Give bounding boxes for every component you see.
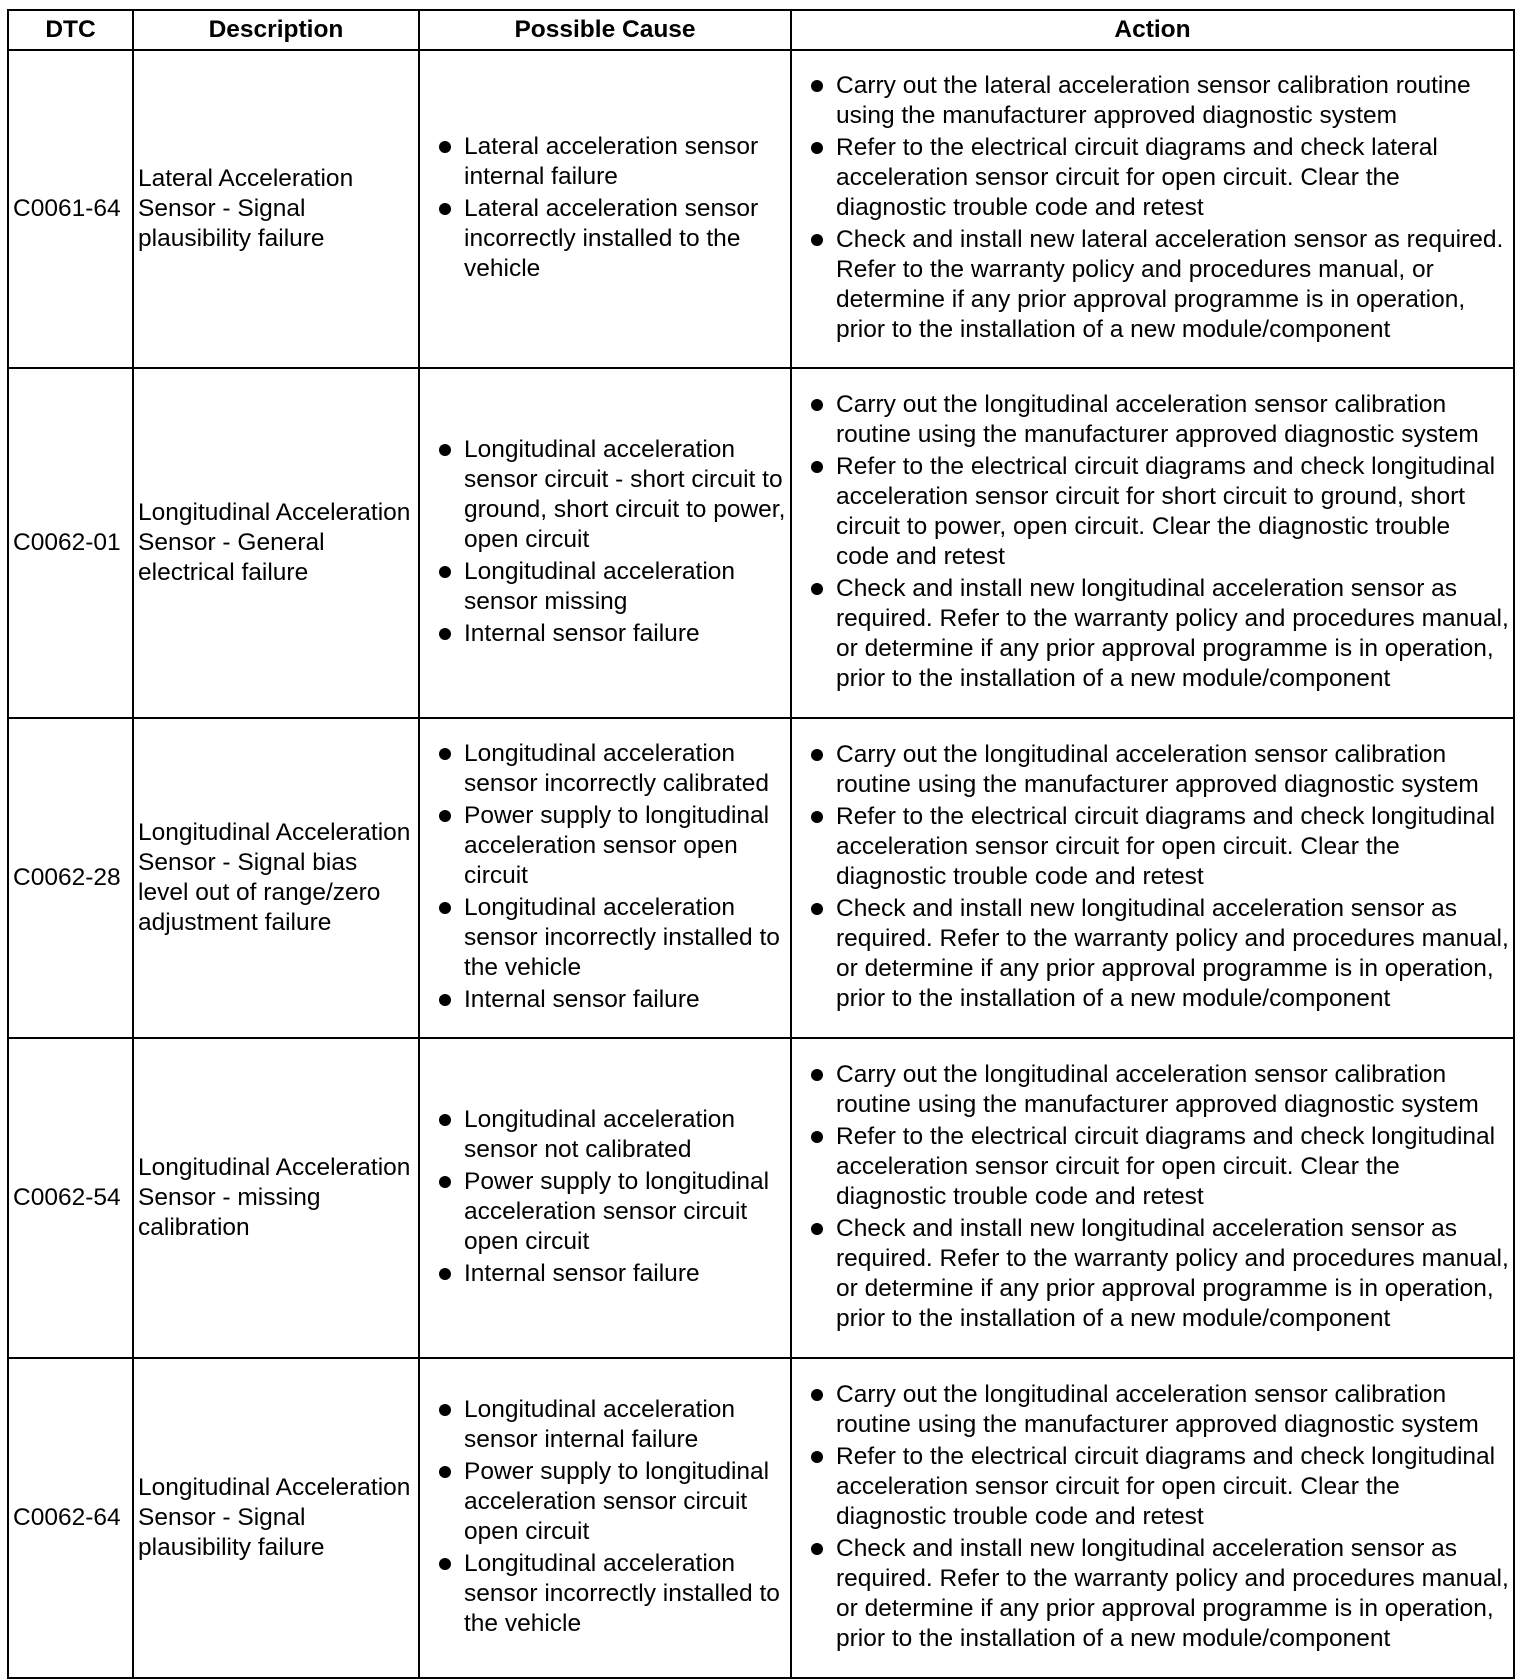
cause-list <box>424 132 786 284</box>
header-dtc: DTC <box>8 10 133 50</box>
header-row <box>8 10 1514 50</box>
action-item: Refer to the electrical circuit diagrams and check lateral acceleration sensor circuit for open circuit. Clear the diagnostic trouble code and retest <box>796 133 1509 223</box>
action-item: Carry out the longitudinal acceleration sensor calibration routine using the manufacturer approved diagnostic system <box>796 390 1509 450</box>
cause-list <box>424 1105 786 1289</box>
cause-item: Longitudinal acceleration sensor incorrectly calibrated <box>424 739 786 799</box>
cause-item: Power supply to longitudinal acceleration sensor circuit open circuit <box>424 1457 786 1547</box>
action-item: Refer to the electrical circuit diagrams and check longitudinal acceleration sensor circuit for open circuit. Clear the diagnostic trouble code and retest <box>796 1122 1509 1212</box>
action-item: Carry out the longitudinal acceleration sensor calibration routine using the manufacturer approved diagnostic system <box>796 1060 1509 1120</box>
dtc-code: C0062-54 <box>8 1038 133 1358</box>
dtc-code: C0061-64 <box>8 50 133 368</box>
possible-cause-cell <box>419 50 791 368</box>
dtc-description: Longitudinal Acceleration Sensor - Signal bias level out of range/zero adjustment failure <box>133 718 419 1038</box>
table-row <box>8 1358 1514 1678</box>
dtc-description: Lateral Acceleration Sensor - Signal plausibility failure <box>133 50 419 368</box>
table-row <box>8 1038 1514 1358</box>
dtc-code: C0062-28 <box>8 718 133 1038</box>
cause-item: Longitudinal acceleration sensor internal failure <box>424 1395 786 1455</box>
action-cell <box>791 718 1514 1038</box>
cause-item: Longitudinal acceleration sensor incorrectly installed to the vehicle <box>424 1549 786 1639</box>
cause-item: Longitudinal acceleration sensor circuit - short circuit to ground, short circuit to power, open circuit <box>424 435 786 555</box>
action-cell <box>791 368 1514 718</box>
table-row <box>8 718 1514 1038</box>
dtc-table <box>7 9 1515 1679</box>
action-item: Carry out the longitudinal acceleration sensor calibration routine using the manufacturer approved diagnostic system <box>796 740 1509 800</box>
possible-cause-cell <box>419 368 791 718</box>
action-cell <box>791 1358 1514 1678</box>
possible-cause-cell <box>419 1358 791 1678</box>
action-item: Refer to the electrical circuit diagrams and check longitudinal acceleration sensor circuit for short circuit to ground, short circuit to power, open circuit. Clear the diagnostic trouble code and retest <box>796 452 1509 572</box>
action-list <box>796 390 1509 694</box>
cause-item: Lateral acceleration sensor incorrectly installed to the vehicle <box>424 194 786 284</box>
dtc-description: Longitudinal Acceleration Sensor - missing calibration <box>133 1038 419 1358</box>
action-cell <box>791 50 1514 368</box>
action-cell <box>791 1038 1514 1358</box>
header-possible-cause: Possible Cause <box>419 10 791 50</box>
action-list <box>796 740 1509 1014</box>
action-item: Refer to the electrical circuit diagrams and check longitudinal acceleration sensor circuit for open circuit. Clear the diagnostic trouble code and retest <box>796 802 1509 892</box>
action-item: Check and install new longitudinal acceleration sensor as required. Refer to the warranty policy and procedures manual, or determine if any prior approval programme is in operation, prior to the installation of a new module/component <box>796 894 1509 1014</box>
action-item: Check and install new lateral acceleration sensor as required. Refer to the warranty policy and procedures manual, or determine if any prior approval programme is in operation, prior to the installation of a new module/component <box>796 225 1509 345</box>
action-item: Refer to the electrical circuit diagrams and check longitudinal acceleration sensor circuit for open circuit. Clear the diagnostic trouble code and retest <box>796 1442 1509 1532</box>
dtc-description: Longitudinal Acceleration Sensor - General electrical failure <box>133 368 419 718</box>
cause-item: Internal sensor failure <box>424 619 786 649</box>
table-row <box>8 368 1514 718</box>
possible-cause-cell <box>419 718 791 1038</box>
action-item: Carry out the longitudinal acceleration sensor calibration routine using the manufacturer approved diagnostic system <box>796 1380 1509 1440</box>
cause-item: Longitudinal acceleration sensor incorrectly installed to the vehicle <box>424 893 786 983</box>
cause-item: Longitudinal acceleration sensor missing <box>424 557 786 617</box>
cause-list <box>424 1395 786 1639</box>
cause-list <box>424 435 786 649</box>
action-list <box>796 1060 1509 1334</box>
action-item: Check and install new longitudinal acceleration sensor as required. Refer to the warranty policy and procedures manual, or determine if any prior approval programme is in operation, prior to the installation of a new module/component <box>796 1534 1509 1654</box>
action-item: Carry out the lateral acceleration sensor calibration routine using the manufacturer approved diagnostic system <box>796 71 1509 131</box>
action-list <box>796 1380 1509 1654</box>
dtc-description: Longitudinal Acceleration Sensor - Signal plausibility failure <box>133 1358 419 1678</box>
cause-item: Longitudinal acceleration sensor not calibrated <box>424 1105 786 1165</box>
cause-item: Internal sensor failure <box>424 1259 786 1289</box>
header-description: Description <box>133 10 419 50</box>
action-list <box>796 71 1509 345</box>
cause-item: Power supply to longitudinal acceleration sensor open circuit <box>424 801 786 891</box>
action-item: Check and install new longitudinal acceleration sensor as required. Refer to the warranty policy and procedures manual, or determine if any prior approval programme is in operation, prior to the installation of a new module/component <box>796 1214 1509 1334</box>
dtc-code: C0062-01 <box>8 368 133 718</box>
dtc-code: C0062-64 <box>8 1358 133 1678</box>
header-action: Action <box>791 10 1514 50</box>
cause-item: Lateral acceleration sensor internal failure <box>424 132 786 192</box>
cause-item: Power supply to longitudinal acceleration sensor circuit open circuit <box>424 1167 786 1257</box>
table-row <box>8 50 1514 368</box>
cause-item: Internal sensor failure <box>424 985 786 1015</box>
possible-cause-cell <box>419 1038 791 1358</box>
action-item: Check and install new longitudinal acceleration sensor as required. Refer to the warranty policy and procedures manual, or determine if any prior approval programme is in operation, prior to the installation of a new module/component <box>796 574 1509 694</box>
cause-list <box>424 739 786 1015</box>
